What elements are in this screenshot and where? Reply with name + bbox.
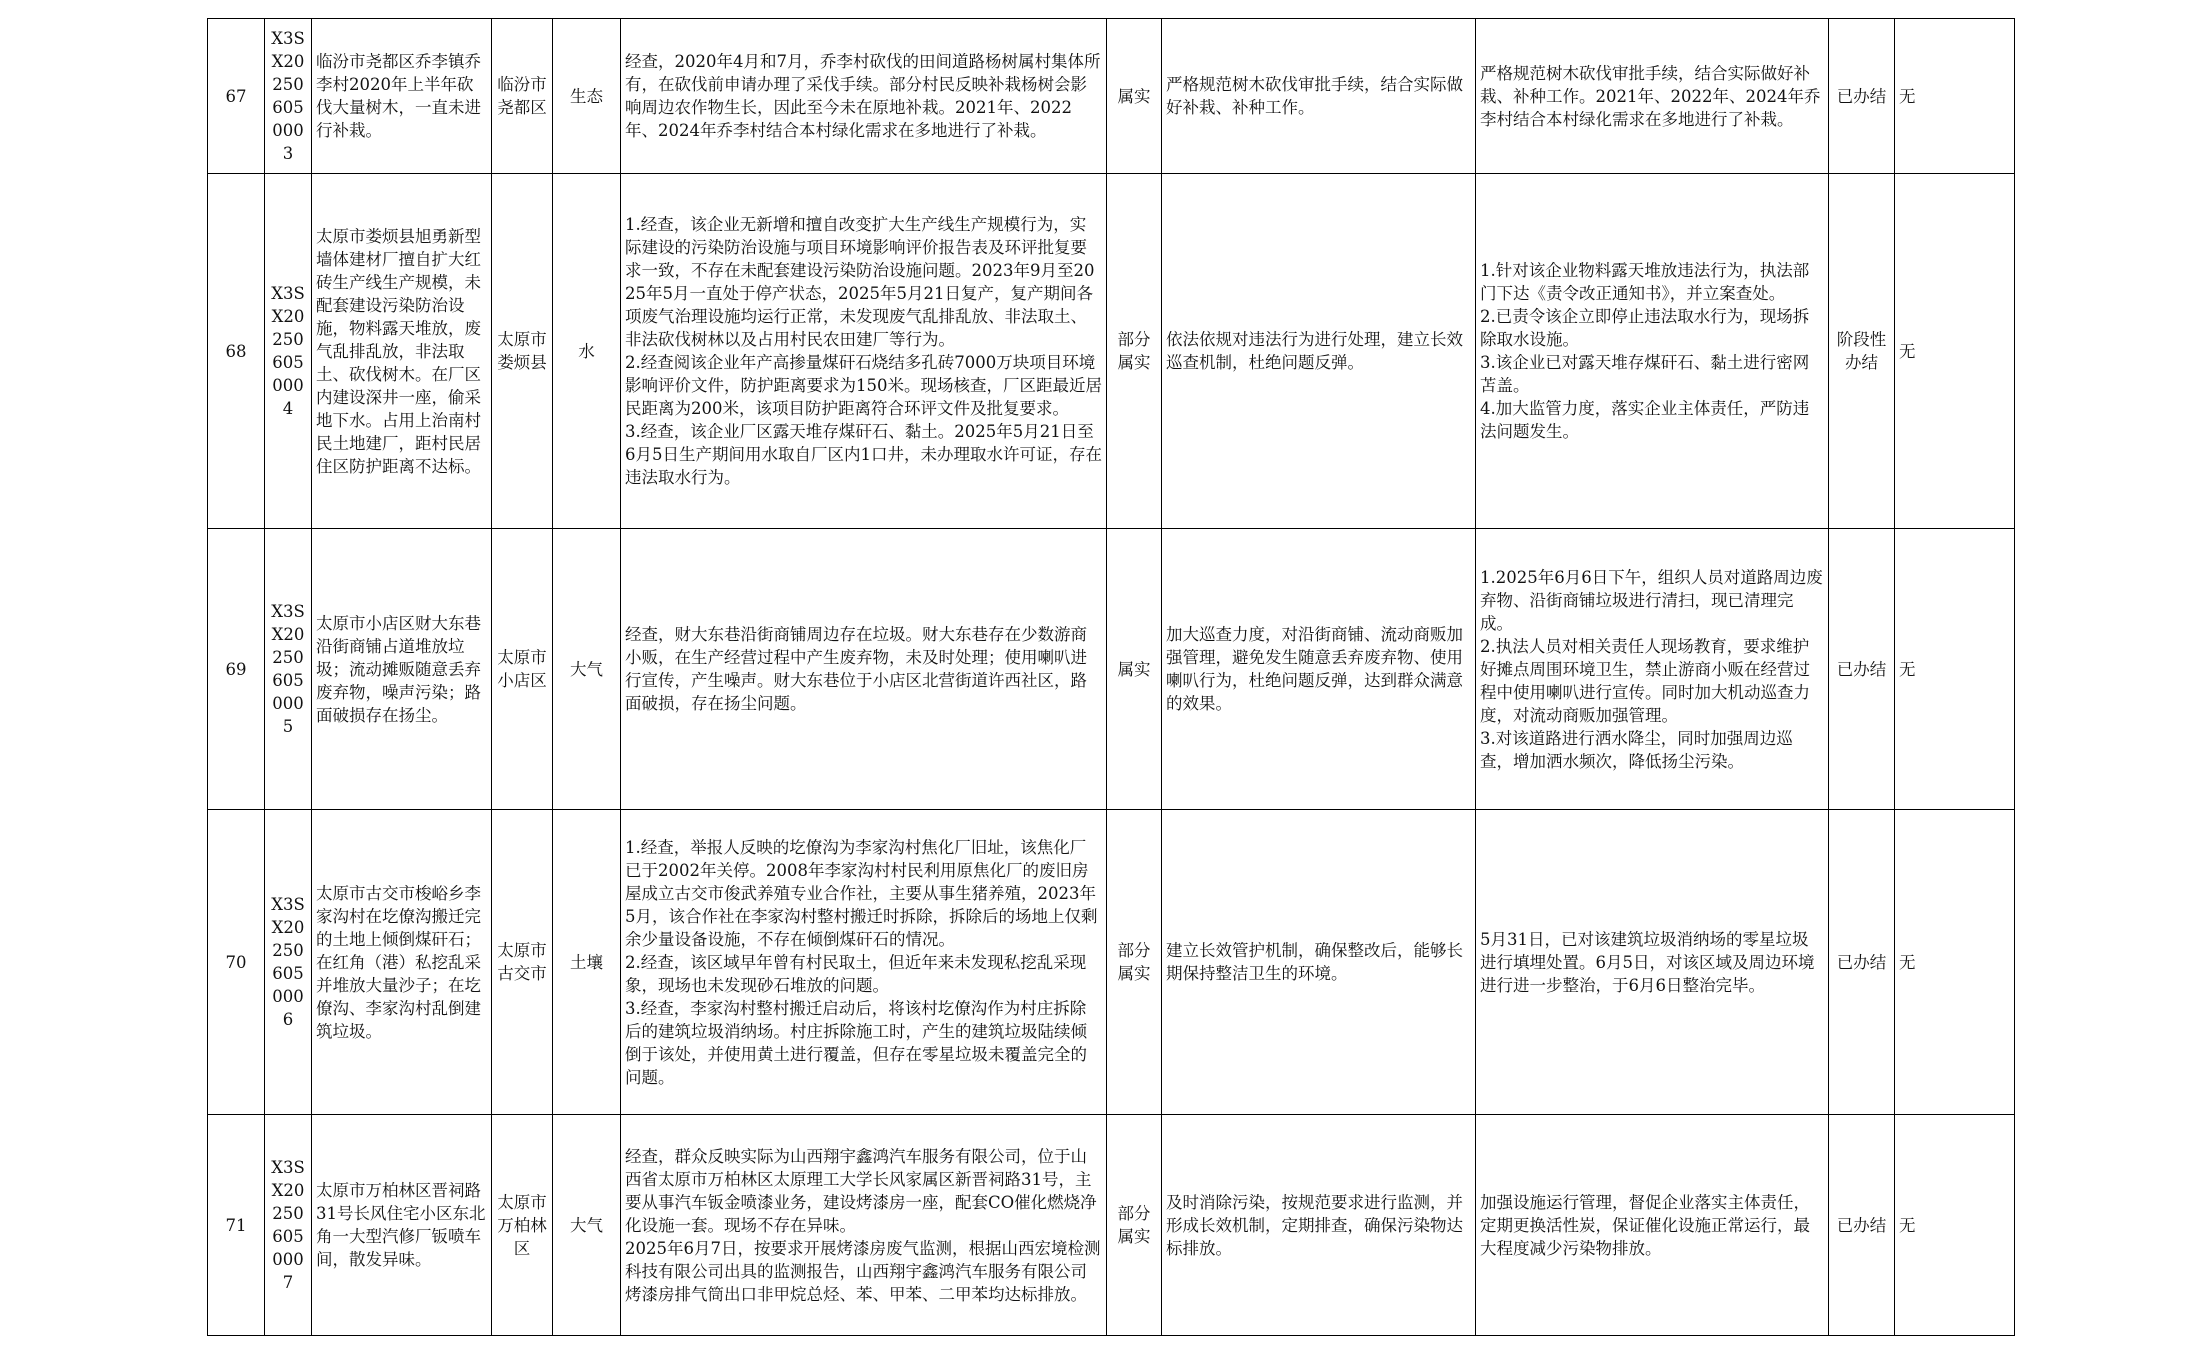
accountability-cell: 无 xyxy=(1895,19,2015,174)
findings-cell xyxy=(621,810,1107,1115)
finding-line: 2.经查阅该企业年产高掺量煤矸石烧结多孔砖7000万块项目环境影响评价文件，防护距离要求为150米。现场核查，厂区距最近居民距离为200米，该项目防护距离符合环评文件及批复要求。 xyxy=(625,353,1102,418)
rectification-line: 3.该企业已对露天堆存煤矸石、黏土进行密网苫盖。 xyxy=(1480,353,1810,395)
rectification-cell xyxy=(1476,174,1829,529)
issue-cell: 太原市小店区财大东巷沿街商铺占道堆放垃圾；流动摊贩随意丢弃废弃物，噪声污染；路面破损存在扬尘。 xyxy=(312,529,492,810)
row-number: 70 xyxy=(208,810,265,1115)
table-row xyxy=(208,529,2015,810)
district-cell: 太原市古交市 xyxy=(492,810,553,1115)
district-cell: 太原市小店区 xyxy=(492,529,553,810)
category-cell: 大气 xyxy=(553,1115,621,1336)
issue-cell: 太原市古交市梭峪乡李家沟村在圪僚沟搬迁完的土地上倾倒煤矸石；在红角（港）私挖乱采并堆放大量沙子；在圪僚沟、李家沟村乱倒建筑垃圾。 xyxy=(312,810,492,1115)
accountability-cell: 无 xyxy=(1895,810,2015,1115)
rectification-line: 4.加大监管力度，落实企业主体责任，严防违法问题发生。 xyxy=(1480,399,1810,441)
row-number: 71 xyxy=(208,1115,265,1336)
rectification-line: 加强设施运行管理，督促企业落实主体责任，定期更换活性炭，保证催化设施正常运行，最大程度减少污染物排放。 xyxy=(1480,1192,1810,1258)
rectification-line: 严格规范树木砍伐审批手续，结合实际做好补栽、补种工作。2021年、2022年、2024年乔李村结合本村绿化需求在多地进行了补栽。 xyxy=(1480,63,1821,129)
table-row xyxy=(208,810,2015,1115)
finding-line: 经查，财大东巷沿街商铺周边存在垃圾。财大东巷存在少数游商小贩，在生产经营过程中产生废弃物，未及时处理；使用喇叭进行宣传，产生噪声。财大东巷位于小店区北营街道许西社区，路面破损，存在扬尘问题。 xyxy=(625,625,1087,713)
accountability-cell: 无 xyxy=(1895,174,2015,529)
rectification-cell xyxy=(1476,1115,1829,1336)
handling-cell: 加大巡查力度，对沿街商铺、流动商贩加强管理，避免发生随意丢弃废弃物、使用喇叭行为，杜绝问题反弹，达到群众满意的效果。 xyxy=(1162,529,1476,810)
rectification-cell xyxy=(1476,19,1829,174)
district-cell: 临汾市尧都区 xyxy=(492,19,553,174)
verdict-cell: 属实 xyxy=(1107,529,1162,810)
category-cell: 生态 xyxy=(553,19,621,174)
findings-cell xyxy=(621,19,1107,174)
row-number: 69 xyxy=(208,529,265,810)
findings-cell xyxy=(621,1115,1107,1336)
finding-line: 1.经查，该企业无新增和擅自改变扩大生产线生产规模行为，实际建设的污染防治设施与项目环境影响评价报告表及环评批复要求一致，不存在未配套建设污染防治设施问题。2023年9月至2025年5月一直处于停产状态，2025年5月21日复产，复产期间各项废气治理设施均运行正常，未发现废气乱排乱放、非法取土、非法砍伐树林以及占用村民农田建厂等行为。 xyxy=(625,215,1095,349)
rectification-line: 1.2025年6月6日下午，组织人员对道路周边废弃物、沿街商铺垃圾进行清扫，现已清理完成。 xyxy=(1480,567,1823,633)
finding-line: 1.经查，举报人反映的圪僚沟为李家沟村焦化厂旧址，该焦化厂已于2002年关停。2008年李家沟村村民利用原焦化厂的废旧房屋成立古交市俊武养殖专业合作社，主要从事生猪养殖，2023年5月，该合作社在李家沟村整村搬迁时拆除，拆除后的场地上仅剩余少量设备设施，不存在倾倒煤矸石的情况。 xyxy=(625,837,1098,949)
table-row xyxy=(208,19,2015,174)
status-cell: 阶段性办结 xyxy=(1829,174,1895,529)
category-cell: 大气 xyxy=(553,529,621,810)
row-number: 67 xyxy=(208,19,265,174)
rectification-cell xyxy=(1476,529,1829,810)
row-number: 68 xyxy=(208,174,265,529)
case-code: X3SX20250605 0007 xyxy=(265,1115,312,1336)
handling-cell: 依法依规对违法行为进行处理，建立长效巡查机制，杜绝问题反弹。 xyxy=(1162,174,1476,529)
document-page xyxy=(207,18,2014,1336)
case-code: X3SX20250605 0005 xyxy=(265,529,312,810)
accountability-cell: 无 xyxy=(1895,1115,2015,1336)
verdict-cell: 部分属实 xyxy=(1107,174,1162,529)
rectification-line: 2.执法人员对相关责任人现场教育，要求维护好摊点周围环境卫生，禁止游商小贩在经营过程中使用喇叭进行宣传。同时加大机动巡查力度，对流动商贩加强管理。 xyxy=(1480,636,1810,725)
table-row xyxy=(208,1115,2015,1336)
status-cell: 已办结 xyxy=(1829,529,1895,810)
handling-cell: 严格规范树木砍伐审批手续，结合实际做好补栽、补种工作。 xyxy=(1162,19,1476,174)
case-code: X3SX20250605 0004 xyxy=(265,174,312,529)
district-cell: 太原市娄烦县 xyxy=(492,174,553,529)
issue-cell: 太原市万柏林区晋祠路31号长风住宅小区东北角一大型汽修厂钣喷车间，散发异味。 xyxy=(312,1115,492,1336)
issue-cell: 临汾市尧都区乔李镇乔李村2020年上半年砍伐大量树木，一直未进行补栽。 xyxy=(312,19,492,174)
rectification-line: 5月31日，已对该建筑垃圾消纳场的零星垃圾进行填埋处置。6月5日，对该区域及周边环境进行进一步整治，于6月6日整治完毕。 xyxy=(1480,929,1815,995)
category-cell: 水 xyxy=(553,174,621,529)
category-cell: 土壤 xyxy=(553,810,621,1115)
finding-line: 经查，群众反映实际为山西翔宇鑫鸿汽车服务有限公司，位于山西省太原市万柏林区太原理工大学长风家属区新晋祠路31号，主要从事汽车钣金喷漆业务，建设烤漆房一座，配套CO催化燃烧净化设施一套。现场不存在异味。 xyxy=(625,1146,1097,1235)
handling-cell: 及时消除污染，按规范要求进行监测，并形成长效机制，定期排查，确保污染物达标排放。 xyxy=(1162,1115,1476,1336)
status-cell: 已办结 xyxy=(1829,1115,1895,1336)
status-cell: 已办结 xyxy=(1829,810,1895,1115)
status-cell: 已办结 xyxy=(1829,19,1895,174)
verdict-cell: 部分属实 xyxy=(1107,810,1162,1115)
rectification-line: 1.针对该企业物料露天堆放违法行为，执法部门下达《责令改正通知书》，并立案查处。 xyxy=(1480,261,1810,303)
issue-cell: 太原市娄烦县旭勇新型墙体建材厂擅自扩大红砖生产线生产规模，未配套建设污染防治设施，物料露天堆放，废气乱排乱放，非法取土、砍伐树木。在厂区内建设深井一座，偷采地下水。占用上治南村民土地建厂，距村民居住区防护距离不达标。 xyxy=(312,174,492,529)
verdict-cell: 属实 xyxy=(1107,19,1162,174)
rectification-line: 2.已责令该企立即停止违法取水行为，现场拆除取水设施。 xyxy=(1480,307,1810,349)
accountability-cell: 无 xyxy=(1895,529,2015,810)
finding-line: 3.经查，李家沟村整村搬迁启动后，将该村圪僚沟作为村庄拆除后的建筑垃圾消纳场。村庄拆除施工时，产生的建筑垃圾陆续倾倒于该处，并使用黄土进行覆盖，但存在零星垃圾未覆盖完全的问题。 xyxy=(625,998,1087,1087)
finding-line: 3.经查，该企业厂区露天堆存煤矸石、黏土。2025年5月21日至6月5日生产期间用水取自厂区内1口井，未办理取水许可证，存在违法取水行为。 xyxy=(625,422,1102,487)
rectification-line: 3.对该道路进行洒水降尘，同时加强周边巡查，增加洒水频次，降低扬尘污染。 xyxy=(1480,728,1793,771)
findings-cell xyxy=(621,529,1107,810)
case-code: X3SX20250605 0006 xyxy=(265,810,312,1115)
table-row xyxy=(208,174,2015,529)
finding-line: 2025年6月7日，按要求开展烤漆房废气监测，根据山西宏境检测科技有限公司出具的监测报告，山西翔宇鑫鸿汽车服务有限公司烤漆房排气筒出口非甲烷总烃、苯、甲苯、二甲苯均达标排放。 xyxy=(625,1238,1101,1304)
findings-cell xyxy=(621,174,1107,529)
case-code: X3SX20250605 0003 xyxy=(265,19,312,174)
verdict-cell: 部分属实 xyxy=(1107,1115,1162,1336)
district-cell: 太原市万柏林区 xyxy=(492,1115,553,1336)
finding-line: 2.经查，该区域早年曾有村民取土，但近年来未发现私挖乱采现象，现场也未发现砂石堆放的问题。 xyxy=(625,952,1087,995)
handling-cell: 建立长效管护机制，确保整改后，能够长期保持整洁卫生的环境。 xyxy=(1162,810,1476,1115)
finding-line: 经查，2020年4月和7月，乔李村砍伐的田间道路杨树属村集体所有，在砍伐前申请办理了采伐手续。部分村民反映补栽杨树会影响周边农作物生长，因此至今未在原地补栽。2021年、2022年、2024年乔李村结合本村绿化需求在多地进行了补栽。 xyxy=(625,52,1101,140)
rectification-cell xyxy=(1476,810,1829,1115)
complaint-table xyxy=(207,18,2015,1336)
